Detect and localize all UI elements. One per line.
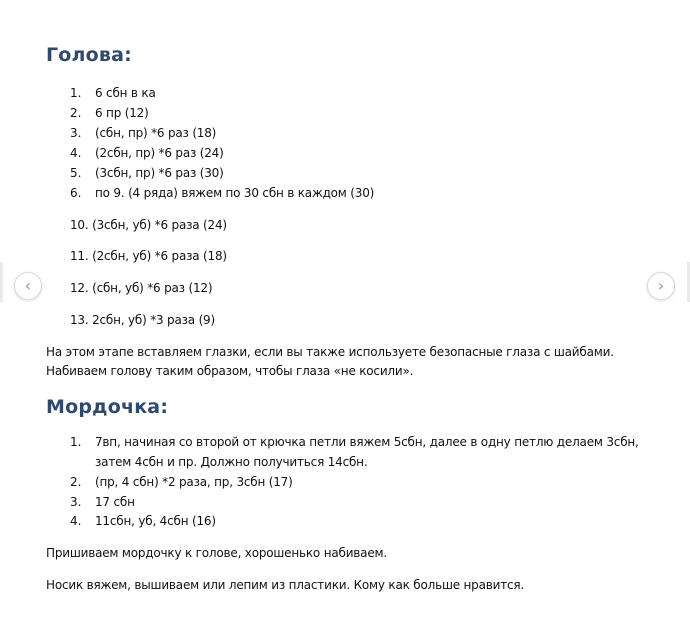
list-item-number: 1. xyxy=(70,435,82,449)
list-item: 7вп, начиная со второй от крючка петли вяжем 5сбн, далее в одну петлю делаем 3сбн, xyxy=(95,435,639,449)
list-item: 12. (сбн, уб) *6 раз (12) xyxy=(70,281,213,295)
list-item-number: 5. xyxy=(70,166,82,180)
list-item: (сбн, пр) *6 раз (18) xyxy=(95,126,217,140)
list-item-number: 2. xyxy=(70,475,82,489)
list-item-number: 6. xyxy=(70,186,82,200)
list-item: 11. (2сбн, уб) *6 раза (18) xyxy=(70,249,227,263)
list-item-number: 3. xyxy=(70,126,82,140)
next-slide-button[interactable] xyxy=(647,272,675,300)
muzzle-note-line-1: Пришиваем мордочку к голове, хорошенько набиваем. xyxy=(46,546,387,560)
head-note-line-1: На этом этапе вставляем глазки, если вы также используете безопасные глаза с шайбами. xyxy=(46,345,614,359)
list-item: 6 пр (12) xyxy=(95,106,149,120)
list-item: 11сбн, уб, 4сбн (16) xyxy=(95,514,216,528)
list-item: (пр, 4 сбн) *2 раза, пр, 3сбн (17) xyxy=(95,475,293,489)
list-item: 10. (3сбн, уб) *6 раза (24) xyxy=(70,218,227,232)
muzzle-note-line-2: Носик вяжем, вышиваем или лепим из пластики. Кому как больше нравится. xyxy=(46,578,525,592)
list-item: 13. 2сбн, уб) *3 раза (9) xyxy=(70,313,215,327)
section-title-head: Голова: xyxy=(46,44,132,66)
list-item-number: 3. xyxy=(70,495,82,509)
list-item: по 9. (4 ряда) вяжем по 30 сбн в каждом (30) xyxy=(95,186,375,200)
chevron-right-icon: › xyxy=(657,276,665,295)
list-item: (3сбн, пр) *6 раз (30) xyxy=(95,166,224,180)
list-item-continuation: затем 4сбн и пр. Должно получиться 14сбн. xyxy=(95,455,368,469)
list-item-number: 1. xyxy=(70,86,82,100)
list-item-number: 4. xyxy=(70,146,82,160)
list-item: 17 сбн xyxy=(95,495,135,509)
left-edge-shadow xyxy=(0,262,3,302)
list-item: (2сбн, пр) *6 раз (24) xyxy=(95,146,224,160)
list-item-number: 4. xyxy=(70,514,82,528)
prev-slide-button[interactable] xyxy=(14,272,42,300)
list-item: 6 сбн в ка xyxy=(95,86,156,100)
section-title-muzzle: Мордочка: xyxy=(46,396,169,418)
list-item-number: 2. xyxy=(70,106,82,120)
head-note-line-2: Набиваем голову таким образом, чтобы глаза «не косили». xyxy=(46,364,414,378)
chevron-left-icon: ‹ xyxy=(24,276,32,295)
